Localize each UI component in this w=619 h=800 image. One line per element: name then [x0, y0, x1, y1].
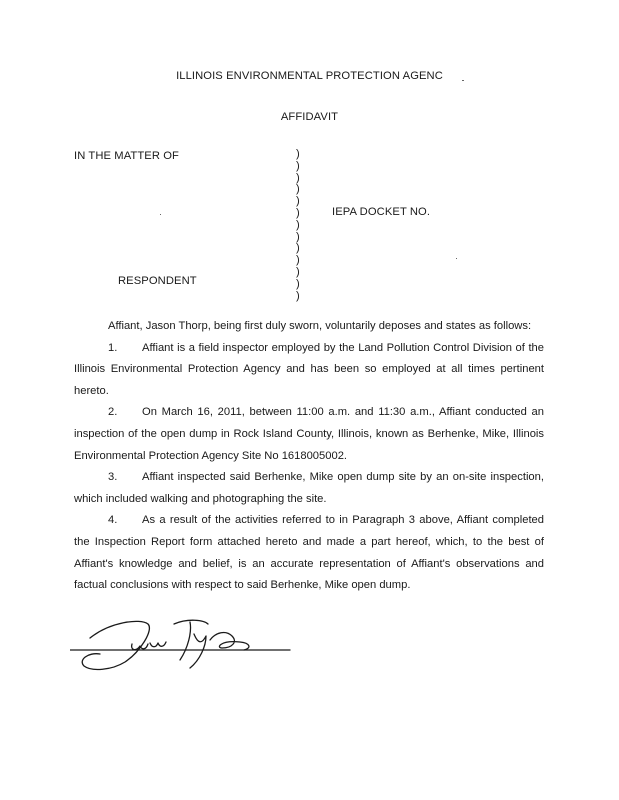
paragraph-number: 4.: [108, 514, 118, 527]
numbered-paragraph: [74, 338, 544, 403]
caption-bracket: ): [296, 242, 300, 255]
caption-bracket: ): [296, 195, 300, 208]
caption-bracket: ): [296, 218, 300, 231]
document-title: AFFIDAVIT: [280, 111, 339, 123]
caption-bracket: ): [296, 148, 300, 160]
paragraph-number: 1.: [108, 341, 118, 354]
scan-speck: [462, 80, 464, 81]
caption-bracket: ): [296, 254, 300, 267]
agency-heading: ILLINOIS ENVIRONMENTAL PROTECTION AGENC: [176, 70, 443, 82]
caption-bracket: ): [296, 265, 300, 278]
paragraph-text: As a result of the activities referred to in Paragraph 3 above, Affiant completed the Inspection Report form attached hereto and made a part hereof, which, to the best of Affiant's knowledge and belief, is an accurate representation of Affiant's observations and factual conclusions with respect to said Berhenke, Mike open dump.: [74, 514, 544, 592]
caption-bracket: ): [296, 159, 300, 172]
paragraph-text: On March 16, 2011, between 11:00 a.m. and 11:30 a.m., Affiant conducted an inspection of the open dump in Rock Island County, Illinois, known as Berhenke, Mike, Illinois Environmental Protection Agency Site No 1618005002.: [74, 406, 544, 462]
affidavit-body: [74, 316, 544, 597]
respondent-label: RESPONDENT: [118, 275, 197, 287]
caption-bracket: ): [296, 289, 300, 302]
caption-bracket: ): [296, 277, 300, 290]
caption-bracket: ): [296, 206, 300, 219]
numbered-paragraph: [74, 510, 544, 596]
intro-paragraph: Affiant, Jason Thorp, being first duly sworn, voluntarily deposes and states as follows:: [108, 320, 532, 332]
matter-label: IN THE MATTER OF: [74, 150, 179, 162]
caption-bracket: ): [296, 183, 300, 196]
scan-speck: [160, 214, 161, 215]
numbered-paragraph: [74, 402, 544, 467]
signature-image: [70, 610, 300, 680]
caption-bracket: ): [296, 230, 300, 243]
paragraph-text: Affiant is a field inspector employed by the Land Pollution Control Division of the Illinois Environmental Protection Agency and has been so employed at all times pertinent hereto.: [74, 341, 544, 397]
paragraph-number: 3.: [108, 471, 118, 484]
numbered-paragraph: [74, 467, 544, 510]
caption-bracket-column: [296, 149, 300, 302]
docket-label: IEPA DOCKET NO.: [332, 206, 431, 218]
paragraph-text: Affiant inspected said Berhenke, Mike open dump site by an on-site inspection, which included walking and photographing the site.: [74, 471, 544, 505]
scan-speck: [456, 258, 457, 259]
caption-bracket: ): [296, 171, 300, 184]
paragraph-number: 2.: [108, 406, 118, 419]
